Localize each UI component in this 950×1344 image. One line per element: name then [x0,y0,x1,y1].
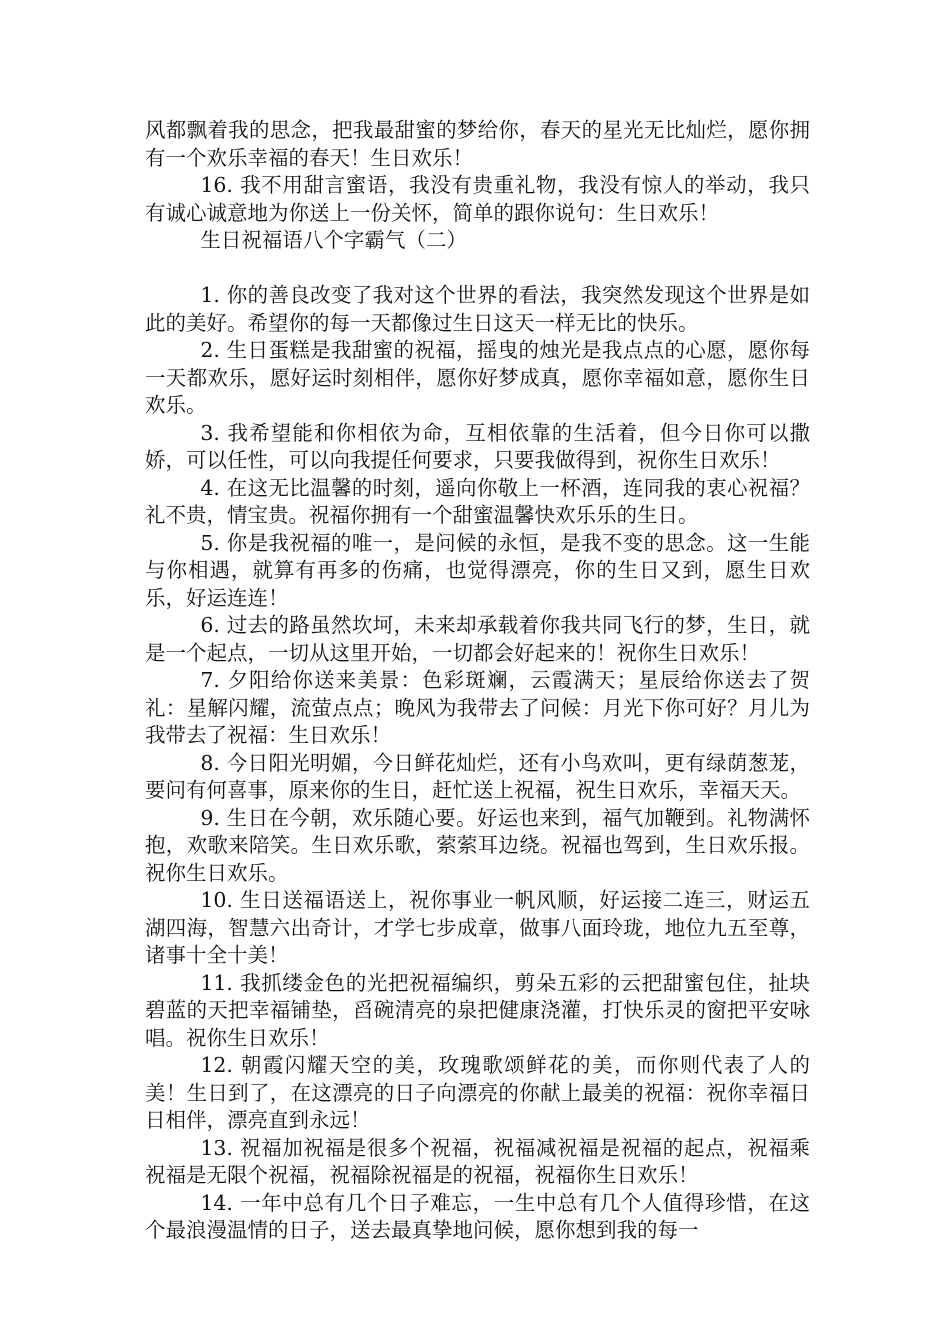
list-item: 8. 今日阳光明媚，今日鲜花灿烂，还有小鸟欢叫，更有绿荫葱茏，要问有何喜事，原来你的生日，赶忙送上祝福，祝生日欢乐，幸福天天。 [145,750,810,802]
blank-line [145,255,810,283]
paragraph-continuation: 风都飘着我的思念，把我最甜蜜的梦给你，春天的星光无比灿烂，愿你拥有一个欢乐幸福的春天！生日欢乐！ [145,118,810,170]
list-item: 9. 生日在今朝，欢乐随心要。好运也来到，福气加鞭到。礼物满怀抱，欢歌来陪笑。生日欢乐歌，萦萦耳边绕。祝福也驾到，生日欢乐报。祝你生日欢乐。 [145,805,810,885]
list-item: 13. 祝福加祝福是很多个祝福，祝福减祝福是祝福的起点，祝福乘祝福是无限个祝福，祝福除祝福是的祝福，祝福你生日欢乐！ [145,1135,810,1187]
list-item: 2. 生日蛋糕是我甜蜜的祝福，摇曳的烛光是我点点的心愿，愿你每一天都欢乐，愿好运时刻相伴，愿你好梦成真，愿你幸福如意，愿你生日欢乐。 [145,338,810,417]
list-item: 1. 你的善良改变了我对这个世界的看法，我突然发现这个世界是如此的美好。希望你的每一天都像过生日这天一样无比的快乐。 [145,283,810,335]
document-page [145,117,810,1245]
list-item: 10. 生日送福语送上，祝你事业一帆风顺，好运接二连三，财运五湖四海，智慧六出奇计，才学七步成章，做事八面玲珑，地位九五至尊，诸事十全十美！ [145,888,810,967]
list-item: 12. 朝霞闪耀天空的美，玫瑰歌颂鲜花的美，而你则代表了人的美！生日到了，在这漂亮的日子向漂亮的你献上最美的祝福：祝你幸福日日相伴，漂亮直到永远！ [145,1053,810,1132]
list-item: 14. 一年中总有几个日子难忘，一生中总有几个人值得珍惜，在这个最浪漫温情的日子，送去最真挚地问候，愿你想到我的每一 [145,1190,810,1242]
list-item: 6. 过去的路虽然坎坷，未来却承载着你我共同飞行的梦，生日，就是一个起点，一切从这里开始，一切都会好起来的！祝你生日欢乐！ [145,613,810,665]
section-heading: 生日祝福语八个字霸气（二） [200,228,467,252]
list-item: 5. 你是我祝福的唯一，是问候的永恒，是我不变的思念。这一生能与你相遇，就算有再多的伤痛，也觉得漂亮，你的生日又到，愿生日欢乐，好运连连！ [145,530,810,610]
paragraph-item-16: 16. 我不用甜言蜜语，我没有贵重礼物，我没有惊人的举动，我只有诚心诚意地为你送上一份关怀，简单的跟你说句：生日欢乐！ [145,173,810,225]
list-item: 3. 我希望能和你相依为命，互相依靠的生活着，但今日你可以撒娇，可以任性，可以向我提任何要求，只要我做得到，祝你生日欢乐！ [145,420,810,472]
list-item: 11. 我抓缕金色的光把祝福编织，剪朵五彩的云把甜蜜包住，扯块碧蓝的天把幸福铺垫，舀碗清亮的泉把健康浇灌，打快乐灵的窗把平安咏唱。祝你生日欢乐！ [145,970,810,1050]
list-item: 7. 夕阳给你送来美景：色彩斑斓，云霞满天；星辰给你送去了贺礼：星解闪耀，流萤点点；晚风为我带去了问候：月光下你可好？月儿为我带去了祝福：生日欢乐！ [145,668,810,747]
list-item: 4. 在这无比温馨的时刻，遥向你敬上一杯酒，连同我的衷心祝福？礼不贵，情宝贵。祝福你拥有一个甜蜜温馨快欢乐乐的生日。 [145,475,810,527]
